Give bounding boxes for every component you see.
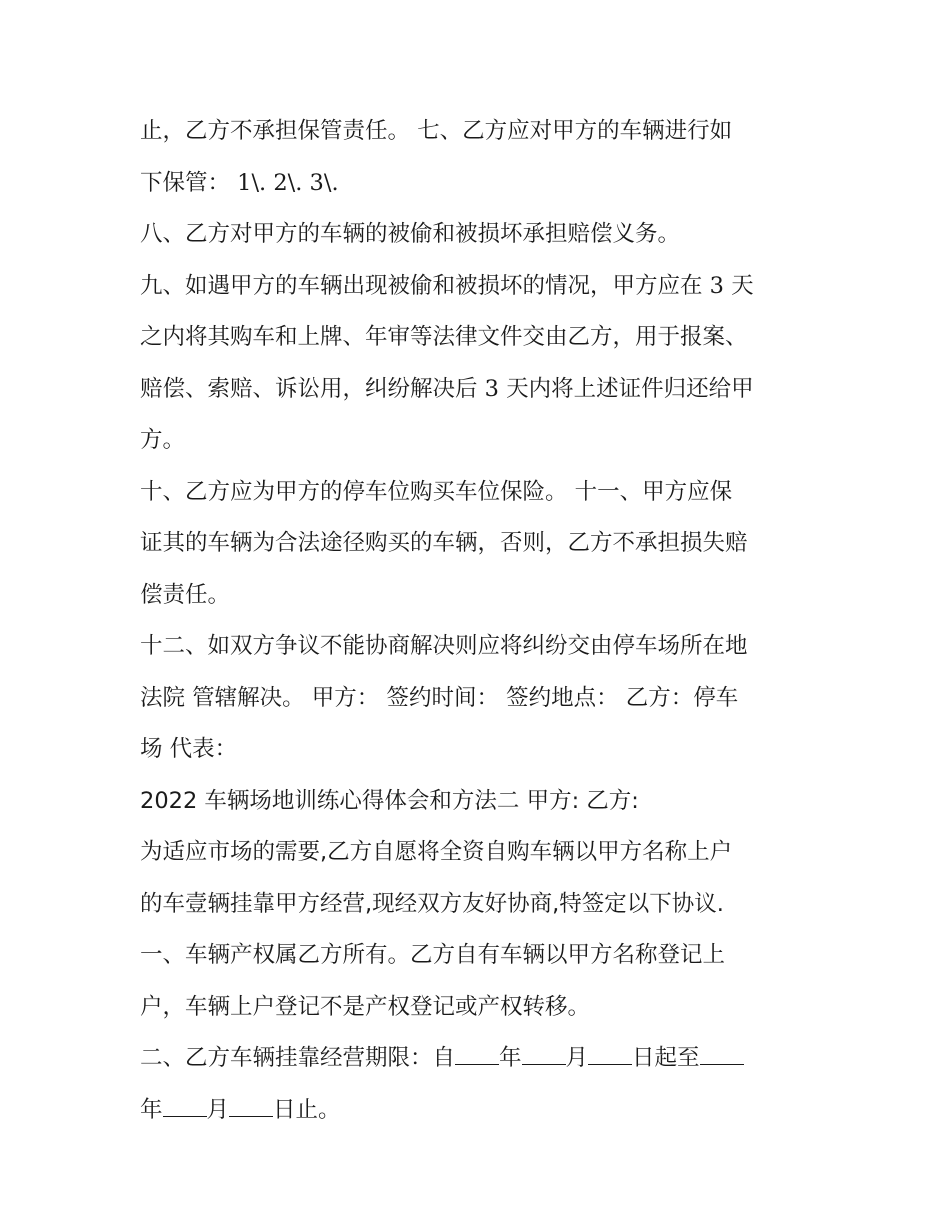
- text-line: 下保管： 1\. 2\. 3\.: [140, 169, 339, 196]
- text-line: 八、乙方对甲方的车辆的被偷和被损坏承担赔偿义务。: [140, 221, 681, 247]
- term-end-label: 日止。: [273, 1096, 341, 1123]
- text-line: 之内将其购车和上牌、年审等法律文件交由乙方，用于报案、: [140, 324, 748, 350]
- article-2-line-1: [140, 1033, 820, 1085]
- document-body: [140, 106, 820, 1136]
- term-end-month-label: 月: [206, 1096, 230, 1123]
- blank-end-year-start: [700, 1044, 744, 1065]
- blank-start-year: [455, 1044, 499, 1065]
- text-line: 场 代表：: [140, 736, 238, 762]
- text-line: 十二、如双方争议不能协商解决则应将纠纷交由停车场所在地: [140, 633, 748, 659]
- text-line: 2022 车辆场地训练心得体会和方法二 甲方: 乙方:: [140, 787, 639, 814]
- paragraph-clause-7: [140, 106, 820, 209]
- text-line: 十、乙方应为甲方的停车位购买车位保险。 十一、甲方应保: [140, 478, 733, 505]
- blank-start-month: [522, 1044, 566, 1065]
- article-2-line-2: [140, 1085, 820, 1137]
- paragraph-title-2: [140, 776, 820, 828]
- text-line: 证其的车辆为合法途径购买的车辆，否则，乙方不承担损失赔: [140, 530, 748, 556]
- paragraph-clause-8: [140, 209, 820, 261]
- text-line: 赔偿、索赔、诉讼用，纠纷解决后 3 天内将上述证件归还给甲: [140, 375, 754, 402]
- text-line: 九、如遇甲方的车辆出现被偷和被损坏的情况，甲方应在 3 天: [140, 272, 754, 299]
- text-line: 偿责任。: [140, 581, 231, 608]
- paragraph-intro-2: [140, 827, 820, 930]
- blank-end-month: [163, 1096, 207, 1117]
- paragraph-clause-10-11: [140, 467, 820, 622]
- term-month-label: 月: [565, 1045, 589, 1071]
- term-year-label: 年: [499, 1045, 522, 1071]
- blank-end-day: [229, 1096, 273, 1117]
- paragraph-clause-9: [140, 261, 820, 467]
- article-2-term: [140, 1033, 820, 1136]
- paragraph-article-1: [140, 930, 820, 1033]
- term-prefix: 二、乙方车辆挂靠经营期限：自: [140, 1045, 456, 1071]
- text-line: 方。: [140, 427, 186, 453]
- text-line: 止，乙方不承担保管责任。 七、乙方应对甲方的车辆进行如: [140, 118, 733, 144]
- blank-start-day: [588, 1044, 632, 1065]
- text-line: 一、车辆产权属乙方所有。乙方自有车辆以甲方名称登记上: [140, 942, 726, 968]
- paragraph-clause-12: [140, 621, 820, 776]
- text-line: 法院 管辖解决。 甲方： 签约时间： 签约地点： 乙方：停车: [140, 684, 739, 711]
- term-from-label: 日起至: [632, 1045, 700, 1071]
- term-end-year-label: 年: [140, 1096, 163, 1123]
- text-line: 户，车辆上户登记不是产权登记或产权转移。: [140, 993, 591, 1020]
- text-line: 的车壹辆挂靠甲方经营,现经双方友好协商,特签定以下协议.: [140, 890, 724, 917]
- text-line: 为适应市场的需要,乙方自愿将全资自购车辆以甲方名称上户: [140, 839, 733, 865]
